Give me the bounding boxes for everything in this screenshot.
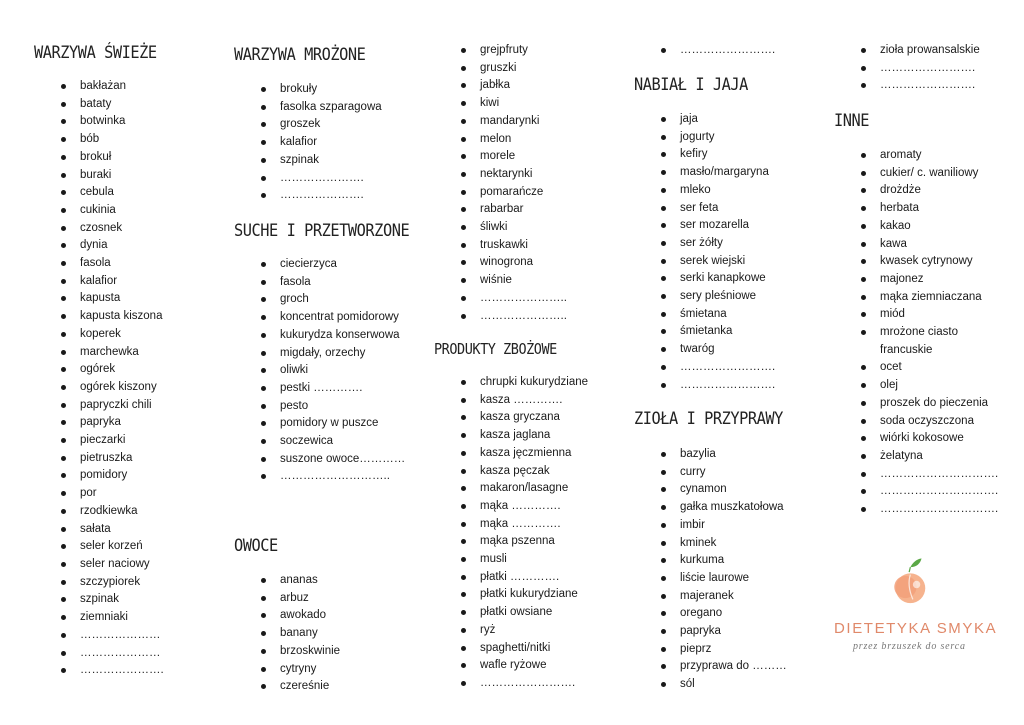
list-item: brokuły [234, 81, 382, 99]
list-item: mrożone ciasto francuskie [834, 324, 1010, 359]
list-item: ……………………. [834, 60, 980, 78]
list-item: kalafior [34, 273, 164, 291]
list-item: kalafior [234, 134, 382, 152]
peach-logo-icon [836, 556, 986, 618]
list-item: pestki …………. [234, 380, 410, 398]
list-item: herbata [834, 200, 1010, 218]
list-item: mąka pszenna [434, 533, 588, 551]
list-item: śliwki [434, 219, 567, 237]
list-item: papryczki chili [34, 397, 164, 415]
list-item: masło/margaryna [634, 164, 775, 182]
list-item: melon [434, 131, 567, 149]
list-item: ser feta [634, 200, 775, 218]
list-item: wiórki kokosowe [834, 430, 1010, 448]
list-item: winogrona [434, 254, 567, 272]
list-item: chrupki kukurydziane [434, 374, 588, 392]
list-item: ser mozarella [634, 217, 775, 235]
list-item: ser żółty [634, 235, 775, 253]
list-item: migdały, orzechy [234, 345, 410, 363]
list-ziola [634, 446, 787, 694]
list-item: kasza jaglana [434, 427, 588, 445]
list-item: cebula [34, 184, 164, 202]
list-nabial [634, 111, 775, 394]
list-item: kasza pęczak [434, 463, 588, 481]
list-item: majeranek [634, 588, 787, 606]
list-item: ………………… [34, 645, 164, 663]
list-item: liście laurowe [634, 570, 787, 588]
list-item: śmietana [634, 306, 775, 324]
list-item: …………………. [34, 662, 164, 680]
list-owoce-cd [434, 42, 567, 325]
list-item: ……………………. [634, 42, 775, 60]
list-item: truskawki [434, 237, 567, 255]
heading-nabial: NABIAŁ I JAJA [634, 75, 748, 95]
list-item: spaghetti/nitki [434, 640, 588, 658]
list-item: ogórek [34, 361, 164, 379]
list-item: suszone owoce………… [234, 451, 410, 469]
list-item: kasza gryczana [434, 409, 588, 427]
heading-warzywa-mrozone: WARZYWA MROŻONE [234, 45, 366, 65]
list-item: bakłażan [34, 78, 164, 96]
list-item: soda oczyszczona [834, 413, 1010, 431]
list-item: …………………………. [834, 501, 1010, 519]
list-item: kwasek cytrynowy [834, 253, 1010, 271]
list-item: kapusta [34, 290, 164, 308]
list-item: morele [434, 148, 567, 166]
list-item: pomidory w puszce [234, 415, 410, 433]
list-item: kawa [834, 236, 1010, 254]
list-item: musli [434, 551, 588, 569]
list-item: przyprawa do ……… [634, 658, 787, 676]
list-item: wafle ryżowe [434, 657, 588, 675]
list-item: majonez [834, 271, 1010, 289]
list-item: płatki owsiane [434, 604, 588, 622]
list-item: makaron/lasagne [434, 480, 588, 498]
list-inne-top [834, 42, 980, 95]
list-item: fasola [234, 274, 410, 292]
list-item: olej [834, 377, 1010, 395]
heading-inne: INNE [834, 111, 870, 131]
list-item: …………………………. [834, 483, 1010, 501]
list-item: kefiry [634, 146, 775, 164]
list-item: jogurty [634, 129, 775, 147]
list-item: żelatyna [834, 448, 1010, 466]
heading-warzywa-swieze: WARZYWA ŚWIEŻE [34, 43, 157, 63]
list-item: ananas [234, 572, 340, 590]
list-item: rabarbar [434, 201, 567, 219]
list-item: groszek [234, 116, 382, 134]
list-zbozowe [434, 374, 588, 693]
list-item: cukier/ c. waniliowy [834, 165, 1010, 183]
list-item: mąka …………. [434, 498, 588, 516]
list-item: papryka [34, 414, 164, 432]
list-item: czereśnie [234, 678, 340, 696]
list-item: kakao [834, 218, 1010, 236]
list-item: kapusta kiszona [34, 308, 164, 326]
list-item: gałka muszkatołowa [634, 499, 787, 517]
list-item: …………………………. [834, 466, 1010, 484]
list-item: koperek [34, 326, 164, 344]
list-item: kukurydza konserwowa [234, 327, 410, 345]
list-item: botwinka [34, 113, 164, 131]
list-item: mandarynki [434, 113, 567, 131]
list-item: ……………………….. [234, 468, 410, 486]
list-item: kasza …………. [434, 392, 588, 410]
list-item: ……………………. [634, 377, 775, 395]
heading-ziola: ZIOŁA I PRZYPRAWY [634, 409, 783, 429]
list-nabial-top [634, 42, 775, 60]
list-item: buraki [34, 167, 164, 185]
list-item: ziemniaki [34, 609, 164, 627]
brand-name: DIETETYKA SMYKA [834, 620, 998, 637]
list-suche [234, 256, 410, 486]
list-item: pesto [234, 398, 410, 416]
list-item: sałata [34, 521, 164, 539]
list-item: oregano [634, 605, 787, 623]
list-warzywa-mrozone [234, 81, 382, 205]
list-item: płatki kukurydziane [434, 586, 588, 604]
list-item: por [34, 485, 164, 503]
brand-tagline: przez brzuszek do serca [853, 641, 966, 652]
list-item: dynia [34, 237, 164, 255]
list-item: kurkuma [634, 552, 787, 570]
list-item: gruszki [434, 60, 567, 78]
list-item: kiwi [434, 95, 567, 113]
list-item: cytryny [234, 661, 340, 679]
list-item: groch [234, 291, 410, 309]
list-item: seler naciowy [34, 556, 164, 574]
list-item: ogórek kiszony [34, 379, 164, 397]
list-item: soczewica [234, 433, 410, 451]
list-item: fasola [34, 255, 164, 273]
list-item: fasolka szparagowa [234, 99, 382, 117]
list-item: ocet [834, 359, 1010, 377]
list-item: curry [634, 464, 787, 482]
list-item: …………………. [234, 187, 382, 205]
list-item: zioła prowansalskie [834, 42, 980, 60]
heading-zbozowe: PRODUKTY ZBOŻOWE [434, 340, 557, 358]
list-item: bób [34, 131, 164, 149]
list-item: koncentrat pomidorowy [234, 309, 410, 327]
list-item: brokuł [34, 149, 164, 167]
list-item: papryka [634, 623, 787, 641]
list-warzywa-swieze [34, 78, 164, 680]
list-owoce [234, 572, 340, 696]
heading-owoce: OWOCE [234, 536, 278, 556]
list-item: mąka ziemniaczana [834, 289, 1010, 307]
list-item: szpinak [234, 152, 382, 170]
list-item: cynamon [634, 481, 787, 499]
list-item: twaróg [634, 341, 775, 359]
list-item: aromaty [834, 147, 1010, 165]
list-item: mleko [634, 182, 775, 200]
list-item: cukinia [34, 202, 164, 220]
list-item: miód [834, 306, 1010, 324]
list-item: pomarańcze [434, 184, 567, 202]
list-item: serki kanapkowe [634, 270, 775, 288]
list-item: …………………. [234, 170, 382, 188]
list-item: kasza jęczmienna [434, 445, 588, 463]
list-item: sery pleśniowe [634, 288, 775, 306]
list-item: pomidory [34, 467, 164, 485]
list-item: mąka …………. [434, 516, 588, 534]
list-item: płatki …………. [434, 569, 588, 587]
list-item: bataty [34, 96, 164, 114]
list-item: oliwki [234, 362, 410, 380]
list-item: grejpfruty [434, 42, 567, 60]
list-item: nektarynki [434, 166, 567, 184]
list-item: proszek do pieczenia [834, 395, 1010, 413]
list-item: czosnek [34, 220, 164, 238]
list-item: szczypiorek [34, 574, 164, 592]
list-item: ……………………. [434, 675, 588, 693]
list-item: bazylia [634, 446, 787, 464]
list-item: awokado [234, 607, 340, 625]
list-item: jaja [634, 111, 775, 129]
list-item: brzoskwinie [234, 643, 340, 661]
list-item: drożdże [834, 182, 1010, 200]
list-item: serek wiejski [634, 253, 775, 271]
list-item: kminek [634, 535, 787, 553]
list-item: pieczarki [34, 432, 164, 450]
list-item: imbir [634, 517, 787, 535]
list-item: ………………….. [434, 290, 567, 308]
list-item: wiśnie [434, 272, 567, 290]
list-item: arbuz [234, 590, 340, 608]
list-item: ……………………. [834, 77, 980, 95]
list-item: sól [634, 676, 787, 694]
list-item: jabłka [434, 77, 567, 95]
list-item: ciecierzyca [234, 256, 410, 274]
heading-suche: SUCHE I PRZETWORZONE [234, 221, 410, 241]
list-item: marchewka [34, 344, 164, 362]
list-item: szpinak [34, 591, 164, 609]
list-item: ryż [434, 622, 588, 640]
list-item: ………………….. [434, 308, 567, 326]
list-item: seler korzeń [34, 538, 164, 556]
list-inne [834, 147, 1010, 519]
list-item: śmietanka [634, 323, 775, 341]
list-item: ……………………. [634, 359, 775, 377]
list-item: rzodkiewka [34, 503, 164, 521]
list-item: pieprz [634, 641, 787, 659]
list-item: pietruszka [34, 450, 164, 468]
list-item: banany [234, 625, 340, 643]
list-item: ………………… [34, 627, 164, 645]
